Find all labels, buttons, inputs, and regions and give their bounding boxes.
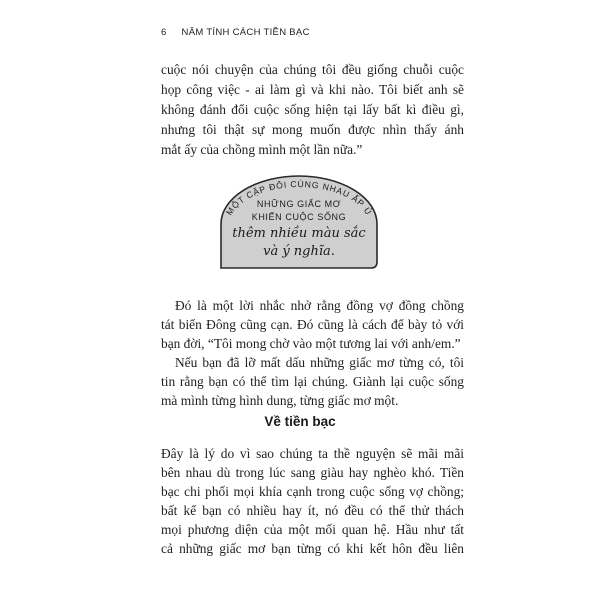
text-line: bất kể bạn có nhiều hay ít, nó đều có thể thử thách (161, 503, 464, 518)
text-line: cả những giấc mơ bạn từng có khi kết hôn đều liên (161, 541, 464, 556)
text-line: mọi phương diện của một mối quan hệ. Hầu như tất (161, 522, 464, 537)
book-title: NĂM TÍNH CÁCH TIỀN BẠC (181, 27, 310, 38)
text-line: cuộc nói chuyện của chúng tôi đều giống chuỗi cuộc (161, 62, 464, 77)
badge-script-line-2: và ý nghĩa. (263, 244, 335, 259)
text-line: bạn đời, “Tôi mong chờ vào một tương lai với anh/em.” (161, 336, 461, 351)
badge-line-2: KHIẾN CUỘC SỐNG (251, 212, 347, 222)
text-line: nhưng tôi thật sự mong muốn được nhìn thấy ánh (161, 122, 464, 137)
badge-line-1: NHỮNG GIẤC MƠ (256, 199, 342, 209)
text-line: không đánh đổi cuộc sống hiện tại lấy bất kì điều gì, (161, 102, 464, 117)
text-line: bên nhau dù trong lúc sang giàu hay nghèo khó. Tiền (161, 465, 464, 480)
text-line: bạc chi phối mọi khía cạnh trong cuộc sống vợ chồng; (161, 484, 464, 499)
pull-quote-badge (217, 168, 381, 272)
badge-arc-text: MỘT CẶP ĐÔI CÙNG NHAU ẤP Ủ (224, 178, 374, 217)
text-line: mắt ấy của chồng mình một lần nữa.” (161, 142, 363, 157)
section-title: Về tiền bạc (264, 414, 336, 429)
text-line: họp công việc - ai làm gì và khi nào. Tôi biết anh sẽ (161, 82, 464, 97)
page-number: 6 (161, 27, 167, 38)
text-line: Đó là một lời nhắc nhở rằng đồng vợ đồng chồng (175, 298, 464, 313)
running-head (161, 27, 310, 38)
text-line: Đây là lý do vì sao chúng ta thề nguyện sẽ mãi mãi (161, 446, 464, 461)
text-line: tát biển Đông cũng cạn. Đó cũng là cách để bày tỏ với (161, 317, 464, 332)
text-line: Nếu bạn đã lỡ mất dấu những giấc mơ từng có, tôi (175, 355, 464, 370)
text-line: tin rằng bạn có thể tìm lại chúng. Giành lại cuộc sống (161, 374, 464, 389)
badge-script-line-1: thêm nhiều màu sắc (232, 226, 366, 241)
text-line: mà mình từng hình dung, từng giấc mơ một. (161, 393, 399, 408)
